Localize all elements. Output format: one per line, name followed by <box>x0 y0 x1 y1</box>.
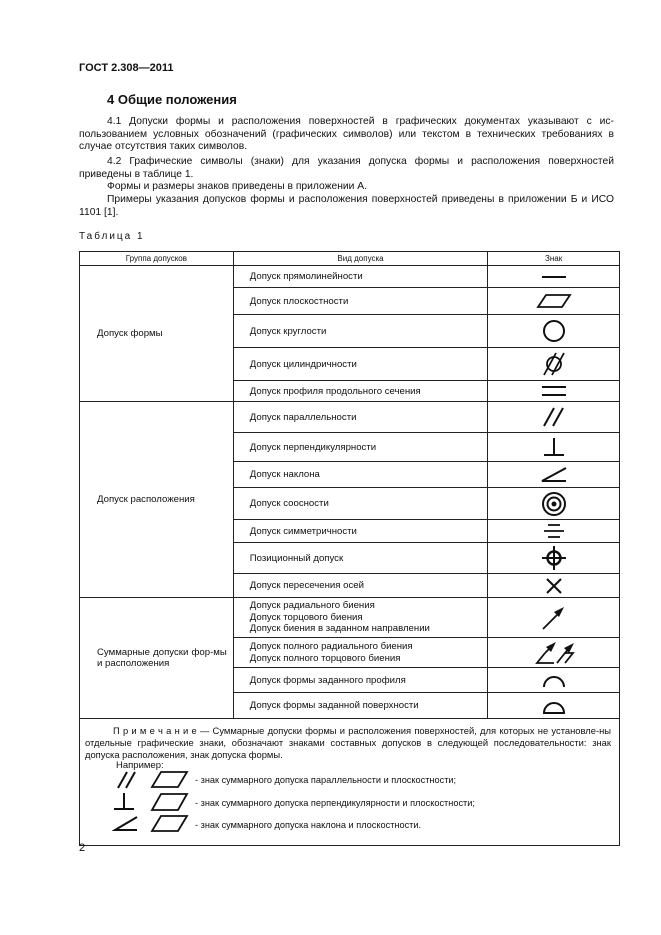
table-row <box>80 402 620 433</box>
row-kind: Допуск прямолинейности <box>233 266 488 288</box>
row-kind: Допуск соосности <box>233 488 488 520</box>
document-header: ГОСТ 2.308—2011 <box>79 62 174 74</box>
total-runout-icon <box>533 640 575 666</box>
roundness-icon <box>541 318 567 344</box>
row-kind: Допуск формы заданной поверхности <box>233 693 488 719</box>
section-title: 4 Общие положения <box>107 92 237 107</box>
example-row <box>112 814 612 834</box>
example-text: - знак суммарного допуска перпендикулярности и плоскостности; <box>195 798 475 808</box>
example-text: - знак суммарного допуска параллельности и плоскостности; <box>195 775 457 785</box>
row-kind: Допуск параллельности <box>233 402 488 433</box>
paragraph-4-2: 4.2 Графические символы (знаки) для указания допуска формы и расположения поверхностей приведены в таблице 1. <box>79 156 614 180</box>
paragraph-examples: Примеры указания допусков формы и расположения поверхностей приведены в приложении Б и ИСО 1101 [1]. <box>79 194 614 218</box>
row-kind: Допуск радиального биения Допуск торцового биения Допуск биения в заданном направлении <box>233 598 488 638</box>
header-group: Группа допусков <box>80 252 234 266</box>
paragraph-4-1: 4.1 Допуски формы и расположения поверхностей в графических документах указывают с ис-пользованием условных обозначений (графических символов) или текстом в технических требованиях в случае отсутствия таких символов. <box>79 116 614 152</box>
table-note: П р и м е ч а н и е — Суммарные допуски формы и расположения поверхностей, для которых не установле-ны отдельные графические знаки, обозначают знаками составных допусков в следующей последовательности: знак допуска расположения, знак допуска формы. <box>85 725 611 760</box>
coaxiality-icon <box>540 490 568 518</box>
group-location: Допуск расположения <box>80 402 234 598</box>
paragraph-appendix-a: Формы и размеры знаков приведены в приложении А. <box>107 181 368 192</box>
tolerance-table <box>79 251 620 846</box>
example-text: - знак суммарного допуска наклона и плоскостности. <box>195 820 422 830</box>
runout-icon <box>539 604 569 632</box>
table-row <box>80 598 620 638</box>
group-total: Суммарные допуски фор-мы и расположения <box>80 598 234 719</box>
table-row <box>80 266 620 288</box>
flatness-icon <box>536 293 572 309</box>
profile-section-icon <box>539 384 569 398</box>
position-icon <box>540 544 568 572</box>
table-caption: Таблица 1 <box>79 231 145 242</box>
symmetry-icon <box>541 522 567 540</box>
header-kind: Вид допуска <box>233 252 488 266</box>
page-number: 2 <box>79 842 86 854</box>
example-row <box>112 791 612 813</box>
parallelism-flatness-icon <box>112 770 192 790</box>
row-kind: Допуск круглости <box>233 315 488 348</box>
header-sign: Знак <box>488 252 620 266</box>
parallelism-icon <box>540 406 568 428</box>
angularity-flatness-icon <box>112 814 192 834</box>
perpendicularity-flatness-icon <box>112 791 192 813</box>
axes-intersection-icon <box>543 576 565 596</box>
example-heading: Например: <box>116 760 164 771</box>
table-header-row <box>80 252 620 266</box>
row-kind: Допуск перпендикулярности <box>233 433 488 462</box>
row-kind: Допуск цилиндричности <box>233 348 488 381</box>
row-kind: Допуск плоскостности <box>233 288 488 315</box>
row-kind: Допуск наклона <box>233 462 488 488</box>
surface-profile-icon <box>540 696 568 716</box>
row-kind: Допуск формы заданного профиля <box>233 668 488 693</box>
perpendicularity-icon <box>540 436 568 458</box>
angularity-icon <box>539 465 569 485</box>
row-kind: Допуск полного радиального биения Допуск полного торцового биения <box>233 638 488 668</box>
group-form: Допуск формы <box>80 266 234 402</box>
row-kind: Допуск профиля продольного сечения <box>233 381 488 402</box>
example-row <box>112 770 612 790</box>
straightness-icon <box>539 270 569 284</box>
line-profile-icon <box>540 671 568 689</box>
row-kind: Допуск симметричности <box>233 520 488 543</box>
cylindricity-icon <box>538 350 570 378</box>
row-kind: Допуск пересечения осей <box>233 574 488 598</box>
row-kind: Позиционный допуск <box>233 543 488 574</box>
